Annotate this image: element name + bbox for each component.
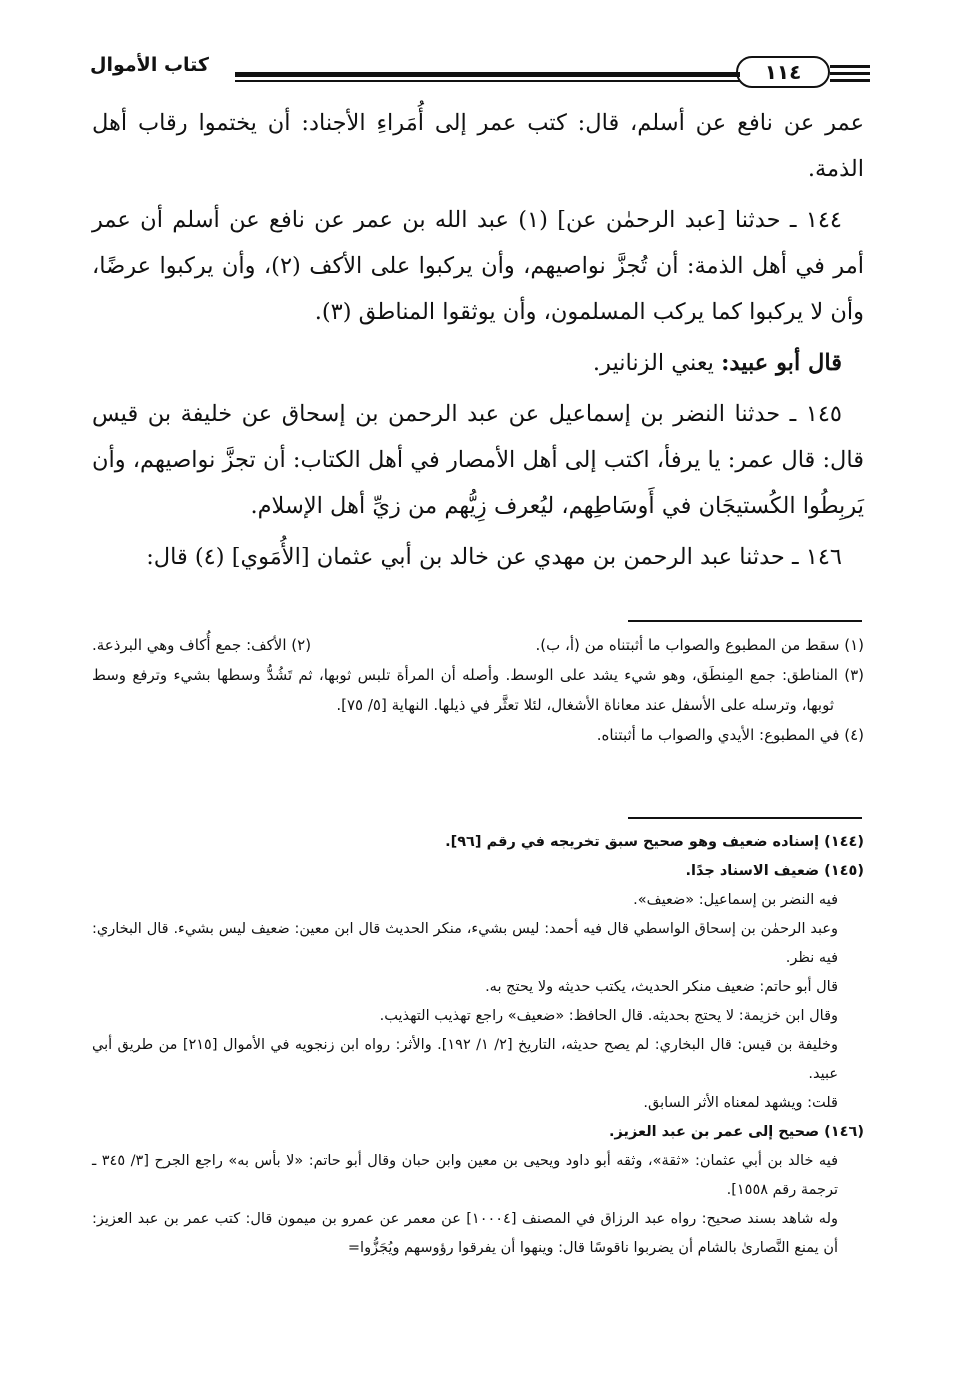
takhrij-line: وخليفة بن قيس: قال البخاري: لم يصح حديثه، التاريخ [٢/ ١/ ١٩٢]. والأثر: رواه ابن زنجويه في الأموال [٢١٥] من طريق أبي عبيد. <box>92 1037 839 1082</box>
footnote-2: (٢) الأكف: جمع أُكاف وهي البرذعة. <box>92 636 312 654</box>
page-number: ١١٤ <box>736 56 830 88</box>
paragraph-continuation: عمر عن نافع عن أسلم، قال: كتب عمر إلى أُمَراءِ الأجناد: أن يختموا رقاب أهل الذمة. <box>92 110 864 182</box>
header-rule-thick <box>235 72 740 77</box>
footnote-row <box>92 630 864 660</box>
takhrij-line: وله شاهد بسند صحيح: رواه عبد الرزاق في المصنف [١٠٠٠٤] عن معمر عن عمرو بن ميمون قال: كتب عمر بن عبد العزيز: أن يمنع النَّصارىٰ بالشام أن يضربوا ناقوسًا قال: وينهوا أن يفرقوا رؤوسهم ويُجَزُّوا= <box>92 1211 838 1256</box>
takhrij-line: قلت: ويشهد لمعناه الأثر السابق. <box>643 1095 838 1111</box>
takhrij-line: قال أبو حاتم: ضعيف منكر الحديث، يكتب حديثه ولا يحتج به. <box>485 979 838 995</box>
footnote-3: (٣) المناطق: جمع المِنطَق، وهو شيء يشد على الوسط. وأصله أن المرأة تلبس ثوبها، ثم تَشُدُّ وسطها بشيء وترفع وسط ثوبها، وترسله على الأسفل عند معاناة الأشغال، لئلا تعثَّر في ذيلها. النهاية [٥/ ٧٥]. <box>92 666 864 714</box>
takhrij-heading-145: (١٤٥) ضعيف الاسناد جدًا. <box>685 863 864 879</box>
abu-ubaid-text: يعني الزنانير. <box>592 350 722 376</box>
paragraph-144: ١٤٤ ـ حدثنا [عبد الرحمٰن عن] (١) عبد الله بن عمر عن نافع عن أسلم أن عمر أمر في أهل الذمة: أن تُجزَّ نواصيهم، وأن يركبوا على الأكف (٢)، وأن يركبوا عرضًا، وأن لا يركبوا كما يركب المسلمون، وأن يوثقوا المناطق (٣). <box>92 207 864 325</box>
footnotes <box>92 630 864 750</box>
paragraph-146: ١٤٦ ـ حدثنا عبد الرحمن بن مهدي عن خالد بن أبي عثمان [الأُمَوي] (٤) قال: <box>146 544 842 570</box>
footnote-separator <box>628 620 862 622</box>
takhrij-separator <box>628 817 862 819</box>
takhrij-line: وقال ابن خزيمة: لا يحتج بحديثه. قال الحافظ: «ضعيف» راجع تهذيب التهذيب. <box>379 1008 838 1024</box>
paragraph-abu-ubaid <box>92 340 864 386</box>
footnote-1: (١) سقط من المطبوع والصواب ما أثبتناه من (أ، ب). <box>535 636 864 654</box>
page-header <box>90 52 870 92</box>
main-text <box>92 100 864 580</box>
abu-ubaid-label: قال أبو عبيد: <box>721 350 842 376</box>
book-title: كتاب الأموال <box>90 54 209 76</box>
takhrij-line: فيه خالد بن أبي عثمان: «ثقة»، وثقه أبو داود ويحيى بن معين وابن حبان وقال أبو حاتم: «لا بأس به» راجع الجرح [٣/ ٣٤٥ ـ ترجمة رقم ١٥٥٨]. <box>92 1153 839 1198</box>
paragraph-145: ١٤٥ ـ حدثنا النضر بن إسماعيل عن عبد الرحمن بن إسحاق عن خليفة بن قيس قال: قال عمر: يا يرفأ، اكتب إلى أهل الأمصار في أهل الكتاب: أن تجزَّ نواصيهم، وأن يَربِطُوا الكُستيجَان في أَوسَاطِهم، ليُعرف زِيُّهم من زيِّ أهل الإسلام. <box>92 401 864 519</box>
takhrij-notes <box>92 828 864 1263</box>
header-ornament-line <box>830 65 870 68</box>
takhrij-heading-144: (١٤٤) إسناده ضعيف وهو صحيح سبق تخريجه في رقم [٩٦]. <box>445 834 864 850</box>
header-ornament-line <box>830 72 870 75</box>
header-rule-thin <box>235 80 740 82</box>
footnote-4: (٤) في المطبوع: الأيدي والصواب ما أثبتناه. <box>596 726 864 744</box>
takhrij-line: وعبد الرحمٰن بن إسحاق الواسطي قال فيه أحمد: ليس بشيء، منكر الحديث قال ابن معين: ضعيف ليس بشيء. قال البخاري: فيه نظر. <box>92 921 838 966</box>
takhrij-heading-146: (١٤٦) صحيح إلى عمر بن عبد العزيز. <box>609 1124 864 1140</box>
header-ornament-line <box>830 79 870 82</box>
takhrij-line: فيه النضر بن إسماعيل: «ضعيف». <box>633 892 838 908</box>
